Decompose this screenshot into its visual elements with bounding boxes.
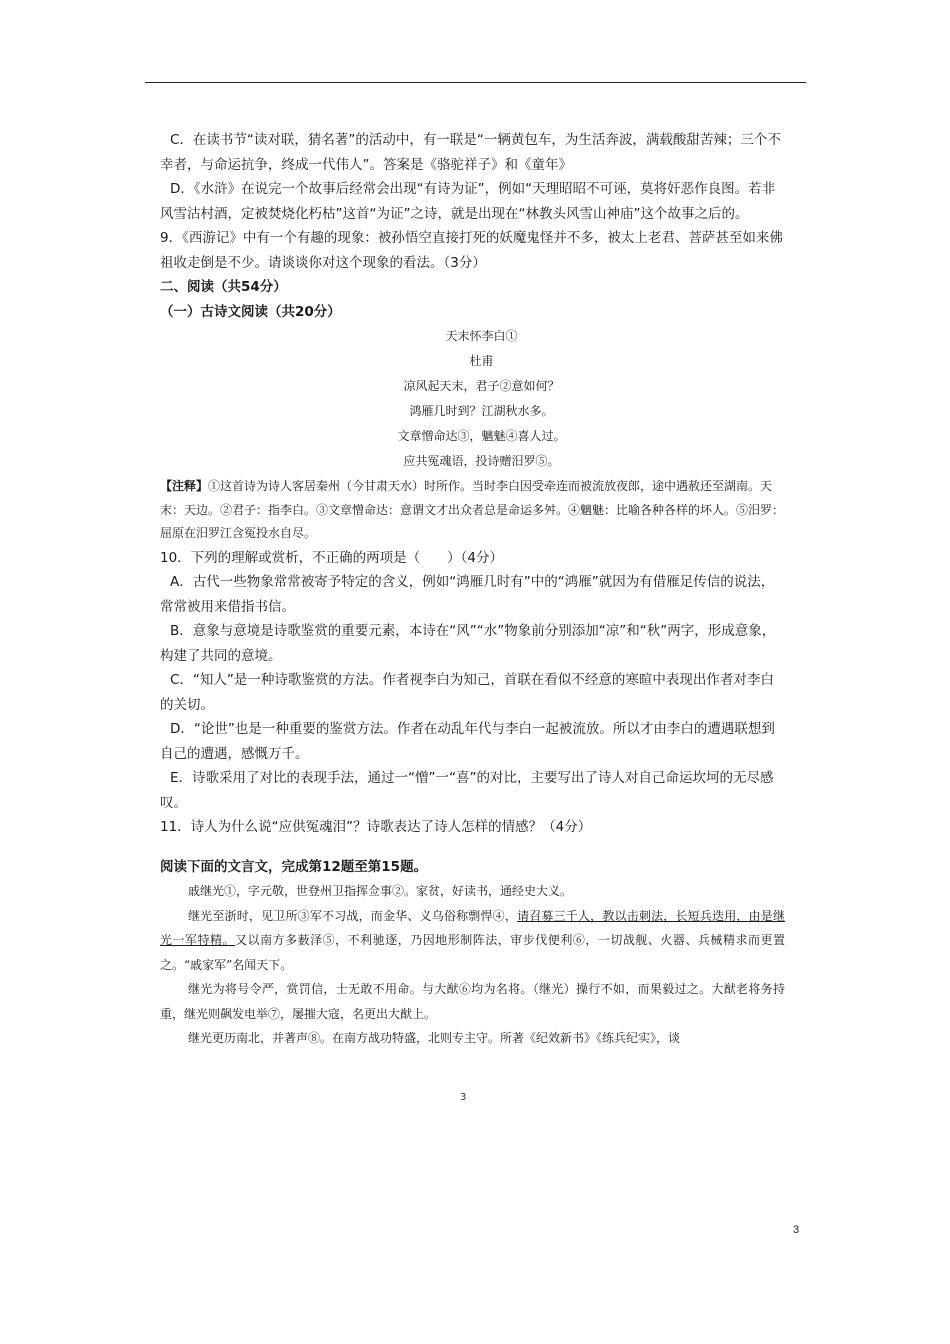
poem-line: 鸿雁几时到？江湖秋水多。	[409, 404, 554, 418]
poem-notes	[160, 475, 785, 546]
q10-option-d: D．“论世”也是一种重要的鉴赏方法。作者在动乱年代与李白一起被流放。所以才由李白的遭遇联想到自己的遭遇，感慨万千。	[160, 721, 775, 762]
poem-line: 文章憎命达③，魑魅④喜人过。	[397, 429, 566, 443]
note-label: 【注释】	[160, 479, 209, 493]
classical-paragraph: 戚继光①，字元敬，世登州卫指挥佥事②。家贫，好读书，通经史大义。	[188, 884, 573, 898]
option-c-prev: C．在读书节“读对联，猜名著”的活动中，有一联是“一辆黄包车，为生活奔波，满载酸甜苦辣；三个不幸者，与命运抗争，终成一代伟人”。答案是《骆驼祥子》和《童年》	[160, 132, 781, 173]
question-11: 11．诗人为什么说“应供冤魂泪”？诗歌表达了诗人怎样的情感？（4分）	[160, 819, 592, 835]
poem-author: 杜甫	[469, 354, 494, 368]
classical-paragraph: 继光更历南北，并著声⑧。在南方战功特盛，北则专主守。所著《纪效新书》《练兵纪实》，谈	[188, 1031, 681, 1045]
subsection-heading: （一）古诗文阅读（共20分）	[160, 303, 341, 320]
q10-option-c: C．“知人”是一种诗歌鉴赏的方法。作者视李白为知己，首联在看似不经意的寒暄中表现出作者对李白的关切。	[160, 672, 774, 713]
question-9: 9．《西游记》中有一个有趣的现象：被孙悟空直接打死的妖魔鬼怪并不多，被太上老君、菩萨甚至如来佛祖收走倒是不少。请谈谈你对这个现象的看法。（3分）	[160, 230, 783, 271]
poem-line: 应共冤魂语，投诗赠汨罗⑤。	[403, 454, 560, 468]
reading-instruction: 阅读下面的文言文，完成第12题至第15题。	[160, 858, 428, 875]
page-number: 3	[793, 1224, 800, 1236]
q10-option-a: A．古代一些物象常常被寄予特定的含义，例如“鸿雁几时有”中的“鸿雁”就因为有借雁足传信的说法，常常被用来借指书信。	[160, 574, 775, 615]
underlined-sentence: 请召募三千人，教以击刺法，长短兵迭用，由是继光一军特精。	[160, 908, 785, 947]
classical-paragraph: 继光为将号令严，赏罚信，士无敢不用命。与大猷⑥均为名将。（继光）操行不如，而果毅过之。大猷老将务持重，继光则飙发电举⑦，屡摧大寇，名更出大猷上。	[160, 982, 785, 1021]
q10-option-e: E．诗歌采用了对比的表现手法，通过一“憎”一“喜”的对比，主要写出了诗人对自己命运坎坷的无尽感叹。	[160, 770, 774, 811]
q10-option-b: B．意象与意境是诗歌鉴赏的重要元素，本诗在“风”“水”物象前分别添加“凉”和“秋”两字，形成意象，构建了共同的意境。	[160, 623, 776, 664]
classical-paragraph: 继光至浙时，见卫所③军不习战，而金华、义乌俗称剽悍④，请召募三千人，教以击刺法，长短兵迭用，由是继光一军特精。又以南方多薮泽⑤，不利驰逐，乃因地形制阵法，审步伐便利⑥，一切战舰、火器、兵械精求而更置之。“戚家军”名闻天下。	[160, 908, 785, 972]
header-rule	[145, 82, 806, 83]
question-10: 10．下列的理解或赏析，不正确的两项是（ ）（4分）	[160, 549, 504, 566]
section-heading: 二、阅读（共54分）	[160, 279, 287, 295]
poem-line: 凉风起天末，君子②意如何？	[403, 379, 560, 393]
document-body	[160, 128, 785, 1051]
note-text: ①这首诗为诗人客居秦州（今甘肃天水）时所作。当时李白因受牵连而被流放夜郎，途中遇赦还至湖南。天末：天边。②君子：指李白。③文章憎命达：意谓文才出众者总是命运多舛。④魑魅：比喻各种各样的坏人。⑤汨罗：屈原在汨罗江含冤投水自尽。	[160, 479, 785, 540]
poem	[160, 324, 785, 474]
option-d-prev: D．《水浒》在说完一个故事后经常会出现“有诗为证”，例如“天理昭昭不可诬，莫将奸恶作良图。若非风雪沽村酒，定被焚烧化朽枯”这首“为证”之诗，就是出现在“林教头风雪山神庙”这个故事之后的。	[160, 181, 776, 222]
scanned-page-number: 3	[460, 1092, 467, 1103]
poem-title: 天末怀李白①	[445, 329, 518, 343]
